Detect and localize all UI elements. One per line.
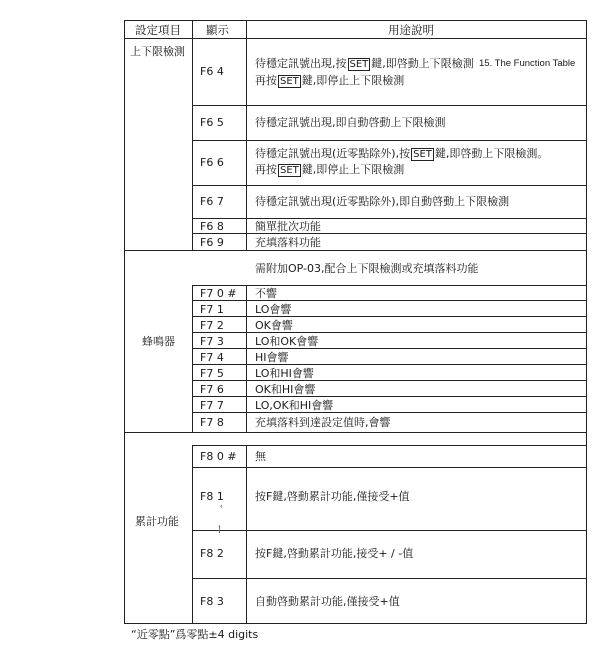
desc-f7-8: 充填落料到達設定值時,會響 bbox=[255, 416, 391, 429]
desc-f6-9: 充填落料功能 bbox=[255, 236, 321, 249]
header-purpose: 用途說明 bbox=[388, 23, 434, 37]
code-f7-8: F7 8 bbox=[200, 416, 224, 429]
footnote: “近零點”爲零點±4 digits bbox=[131, 628, 259, 641]
desc-f7-1: LO會響 bbox=[255, 303, 292, 316]
buzzer-row-line bbox=[192, 396, 587, 397]
buzzer-sep-1 bbox=[192, 285, 193, 433]
code-f7-3: F7 3 bbox=[200, 335, 224, 348]
scan-speck: ˓ bbox=[220, 502, 224, 513]
header-display: 顯示 bbox=[206, 23, 229, 37]
desc-text: 鍵,即停止上下限檢測 bbox=[301, 163, 405, 176]
desc-f7-7: LO,OK和HI會響 bbox=[255, 399, 334, 412]
desc-f8-3: 自動啓動累計功能,僅接受+值 bbox=[255, 595, 400, 608]
code-f6-9: F6 9 bbox=[200, 236, 224, 249]
desc-f7-2: OK會響 bbox=[255, 319, 293, 332]
code-f8-2: F8 2 bbox=[200, 547, 224, 560]
code-f6-8: F6 8 bbox=[200, 220, 224, 233]
code-f8-0: F8 0 # bbox=[200, 450, 237, 463]
desc-text: 再按 bbox=[255, 74, 277, 87]
table-border-bottom bbox=[124, 623, 587, 624]
code-f6-6: F6 6 bbox=[200, 156, 224, 169]
section-label-accum: 累計功能 bbox=[135, 515, 179, 528]
header-setting-item: 設定項目 bbox=[135, 23, 181, 37]
code-f7-0: F7 0 # bbox=[200, 287, 237, 300]
limit-row-line bbox=[192, 185, 587, 186]
desc-f7-3: LO和OK會響 bbox=[255, 335, 319, 348]
page-title: 15. The Function Table bbox=[479, 58, 576, 69]
table-border-right bbox=[586, 20, 587, 624]
desc-text: 鍵,即停止上下限檢測 bbox=[301, 74, 405, 87]
code-f7-5: F7 5 bbox=[200, 367, 224, 380]
code-f6-7: F6 7 bbox=[200, 195, 224, 208]
section-divider bbox=[124, 432, 587, 433]
desc-f8-1: 按F鍵,啓動累計功能,僅接受+值 bbox=[255, 490, 410, 503]
section-label-buzzer: 蜂鳴器 bbox=[142, 335, 175, 348]
desc-f6-6-line2 bbox=[255, 163, 404, 177]
buzzer-row-line bbox=[192, 348, 587, 349]
code-f7-1: F7 1 bbox=[200, 303, 224, 316]
code-f8-3: F8 3 bbox=[200, 595, 224, 608]
desc-f6-4-line2 bbox=[255, 74, 404, 88]
code-f6-4: F6 4 bbox=[200, 65, 224, 78]
code-f7-7: F7 7 bbox=[200, 399, 224, 412]
desc-f6-8: 簡單批次功能 bbox=[255, 220, 321, 233]
code-f8-1: F8 1 bbox=[200, 490, 224, 503]
accum-sep-1 bbox=[192, 445, 193, 623]
table-border-left bbox=[124, 20, 125, 624]
set-key-icon: SET bbox=[280, 76, 299, 87]
code-f7-2: F7 2 bbox=[200, 319, 224, 332]
desc-text: 鍵,即啓動上下限檢測。 bbox=[434, 147, 549, 160]
code-f6-5: F6 5 bbox=[200, 116, 224, 129]
accum-row-line bbox=[192, 578, 587, 579]
buzzer-row-line bbox=[192, 332, 587, 333]
code-f7-4: F7 4 bbox=[200, 351, 224, 364]
desc-text: 待穩定訊號出現,按 bbox=[255, 57, 347, 70]
buzzer-sep-2 bbox=[246, 285, 247, 433]
header-divider bbox=[124, 38, 587, 39]
desc-f7-4: HI會響 bbox=[255, 351, 289, 364]
desc-text: 再按 bbox=[255, 163, 277, 176]
buzzer-note-line bbox=[192, 285, 587, 286]
accum-row-line bbox=[192, 445, 587, 446]
desc-f7-5: LO和HI會響 bbox=[255, 367, 314, 380]
desc-f6-6-line1 bbox=[255, 147, 548, 161]
buzzer-note: 需附加OP-03,配合上下限檢測或充填落料功能 bbox=[255, 262, 479, 275]
buzzer-row-line bbox=[192, 316, 587, 317]
desc-f8-2: 按F鍵,啓動累計功能,接受+ / -值 bbox=[255, 547, 414, 560]
header-sep-1 bbox=[192, 20, 193, 39]
limit-row-line bbox=[192, 140, 587, 141]
desc-f6-7: 待穩定訊號出現(近零點除外),即自動啓動上下限檢測 bbox=[255, 195, 510, 208]
scan-speck: ⸸ bbox=[217, 525, 222, 536]
section-label-limit: 上下限檢測 bbox=[130, 45, 185, 58]
header-sep-2 bbox=[246, 20, 247, 39]
section-divider bbox=[124, 250, 587, 251]
set-key-icon: SET bbox=[413, 149, 432, 160]
set-key-icon: SET bbox=[280, 165, 299, 176]
desc-f6-4-line1 bbox=[255, 57, 474, 71]
code-f7-6: F7 6 bbox=[200, 383, 224, 396]
accum-sep-2 bbox=[246, 445, 247, 623]
set-key-icon: SET bbox=[349, 59, 369, 70]
limit-row-line bbox=[192, 218, 587, 219]
buzzer-row-line bbox=[192, 364, 587, 365]
buzzer-row-line bbox=[192, 412, 587, 413]
table-border-top bbox=[124, 20, 587, 21]
accum-row-line bbox=[192, 530, 587, 531]
desc-f8-0: 無 bbox=[255, 450, 266, 463]
desc-f6-5: 待穩定訊號出現,即自動啓動上下限檢測 bbox=[255, 116, 446, 129]
limit-row-line bbox=[192, 105, 587, 106]
accum-row-line bbox=[192, 467, 587, 468]
desc-text: 待穩定訊號出現(近零點除外),按 bbox=[255, 147, 411, 160]
buzzer-row-line bbox=[192, 380, 587, 381]
desc-text: 鍵,即啓動上下限檢測 bbox=[371, 57, 474, 70]
desc-f7-0: 不響 bbox=[255, 287, 277, 300]
desc-f7-6: OK和HI會響 bbox=[255, 383, 316, 396]
limit-row-line bbox=[192, 233, 587, 234]
buzzer-row-line bbox=[192, 300, 587, 301]
